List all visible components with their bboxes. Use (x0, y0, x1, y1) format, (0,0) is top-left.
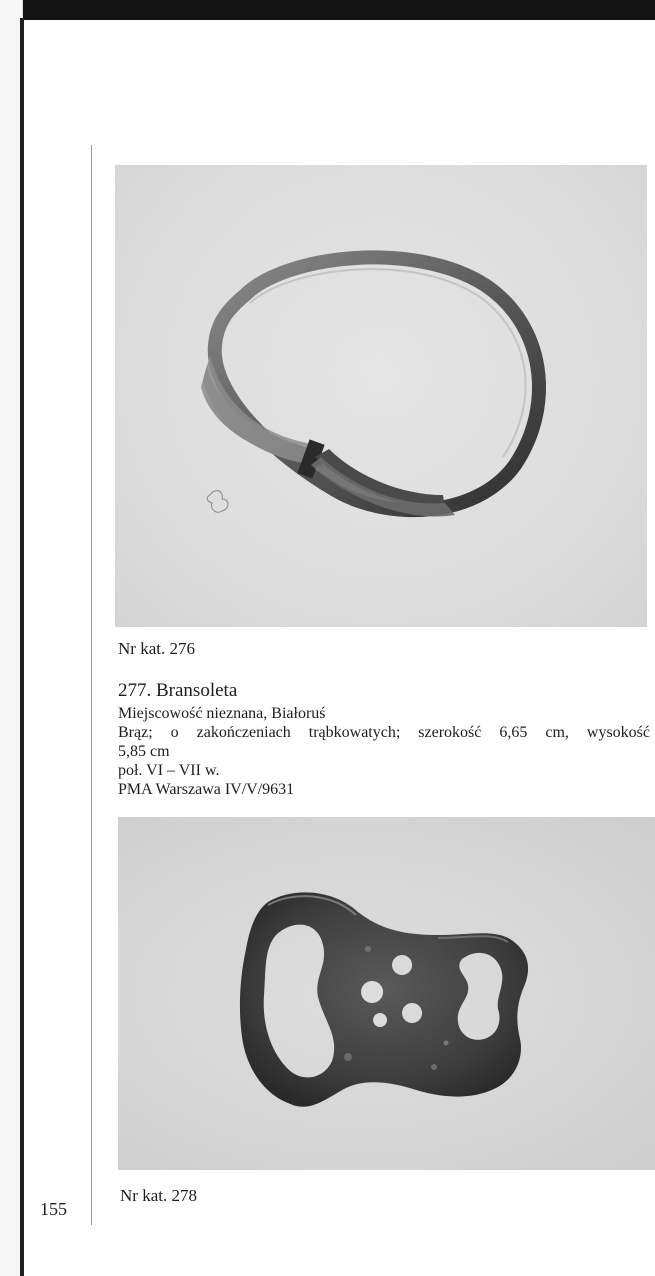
catalogue-entry (118, 680, 650, 799)
page-number: 155 (40, 1199, 67, 1219)
entry-date: poł. VI – VII w. (118, 762, 220, 779)
figure-caption: Nr kat. 276 (118, 639, 195, 658)
buckle-photo (118, 817, 655, 1170)
entry-description-continued: 5,85 cm (118, 743, 170, 760)
bracelet-photo (115, 165, 647, 627)
entry-location: Miejscowość nieznana, Białoruś (118, 705, 326, 722)
scan-left-border (20, 18, 24, 1276)
entry-description: Brąz; o zakończeniach trąbkowatych; szerokość 6,65 cm, wysokość (118, 724, 650, 741)
scan-top-border (0, 0, 655, 20)
gutter-rule (91, 145, 92, 1225)
entry-title: 277. Bransoleta (118, 680, 238, 701)
figure-caption: Nr kat. 278 (120, 1186, 197, 1205)
entry-collection: PMA Warszawa IV/V/9631 (118, 781, 295, 798)
